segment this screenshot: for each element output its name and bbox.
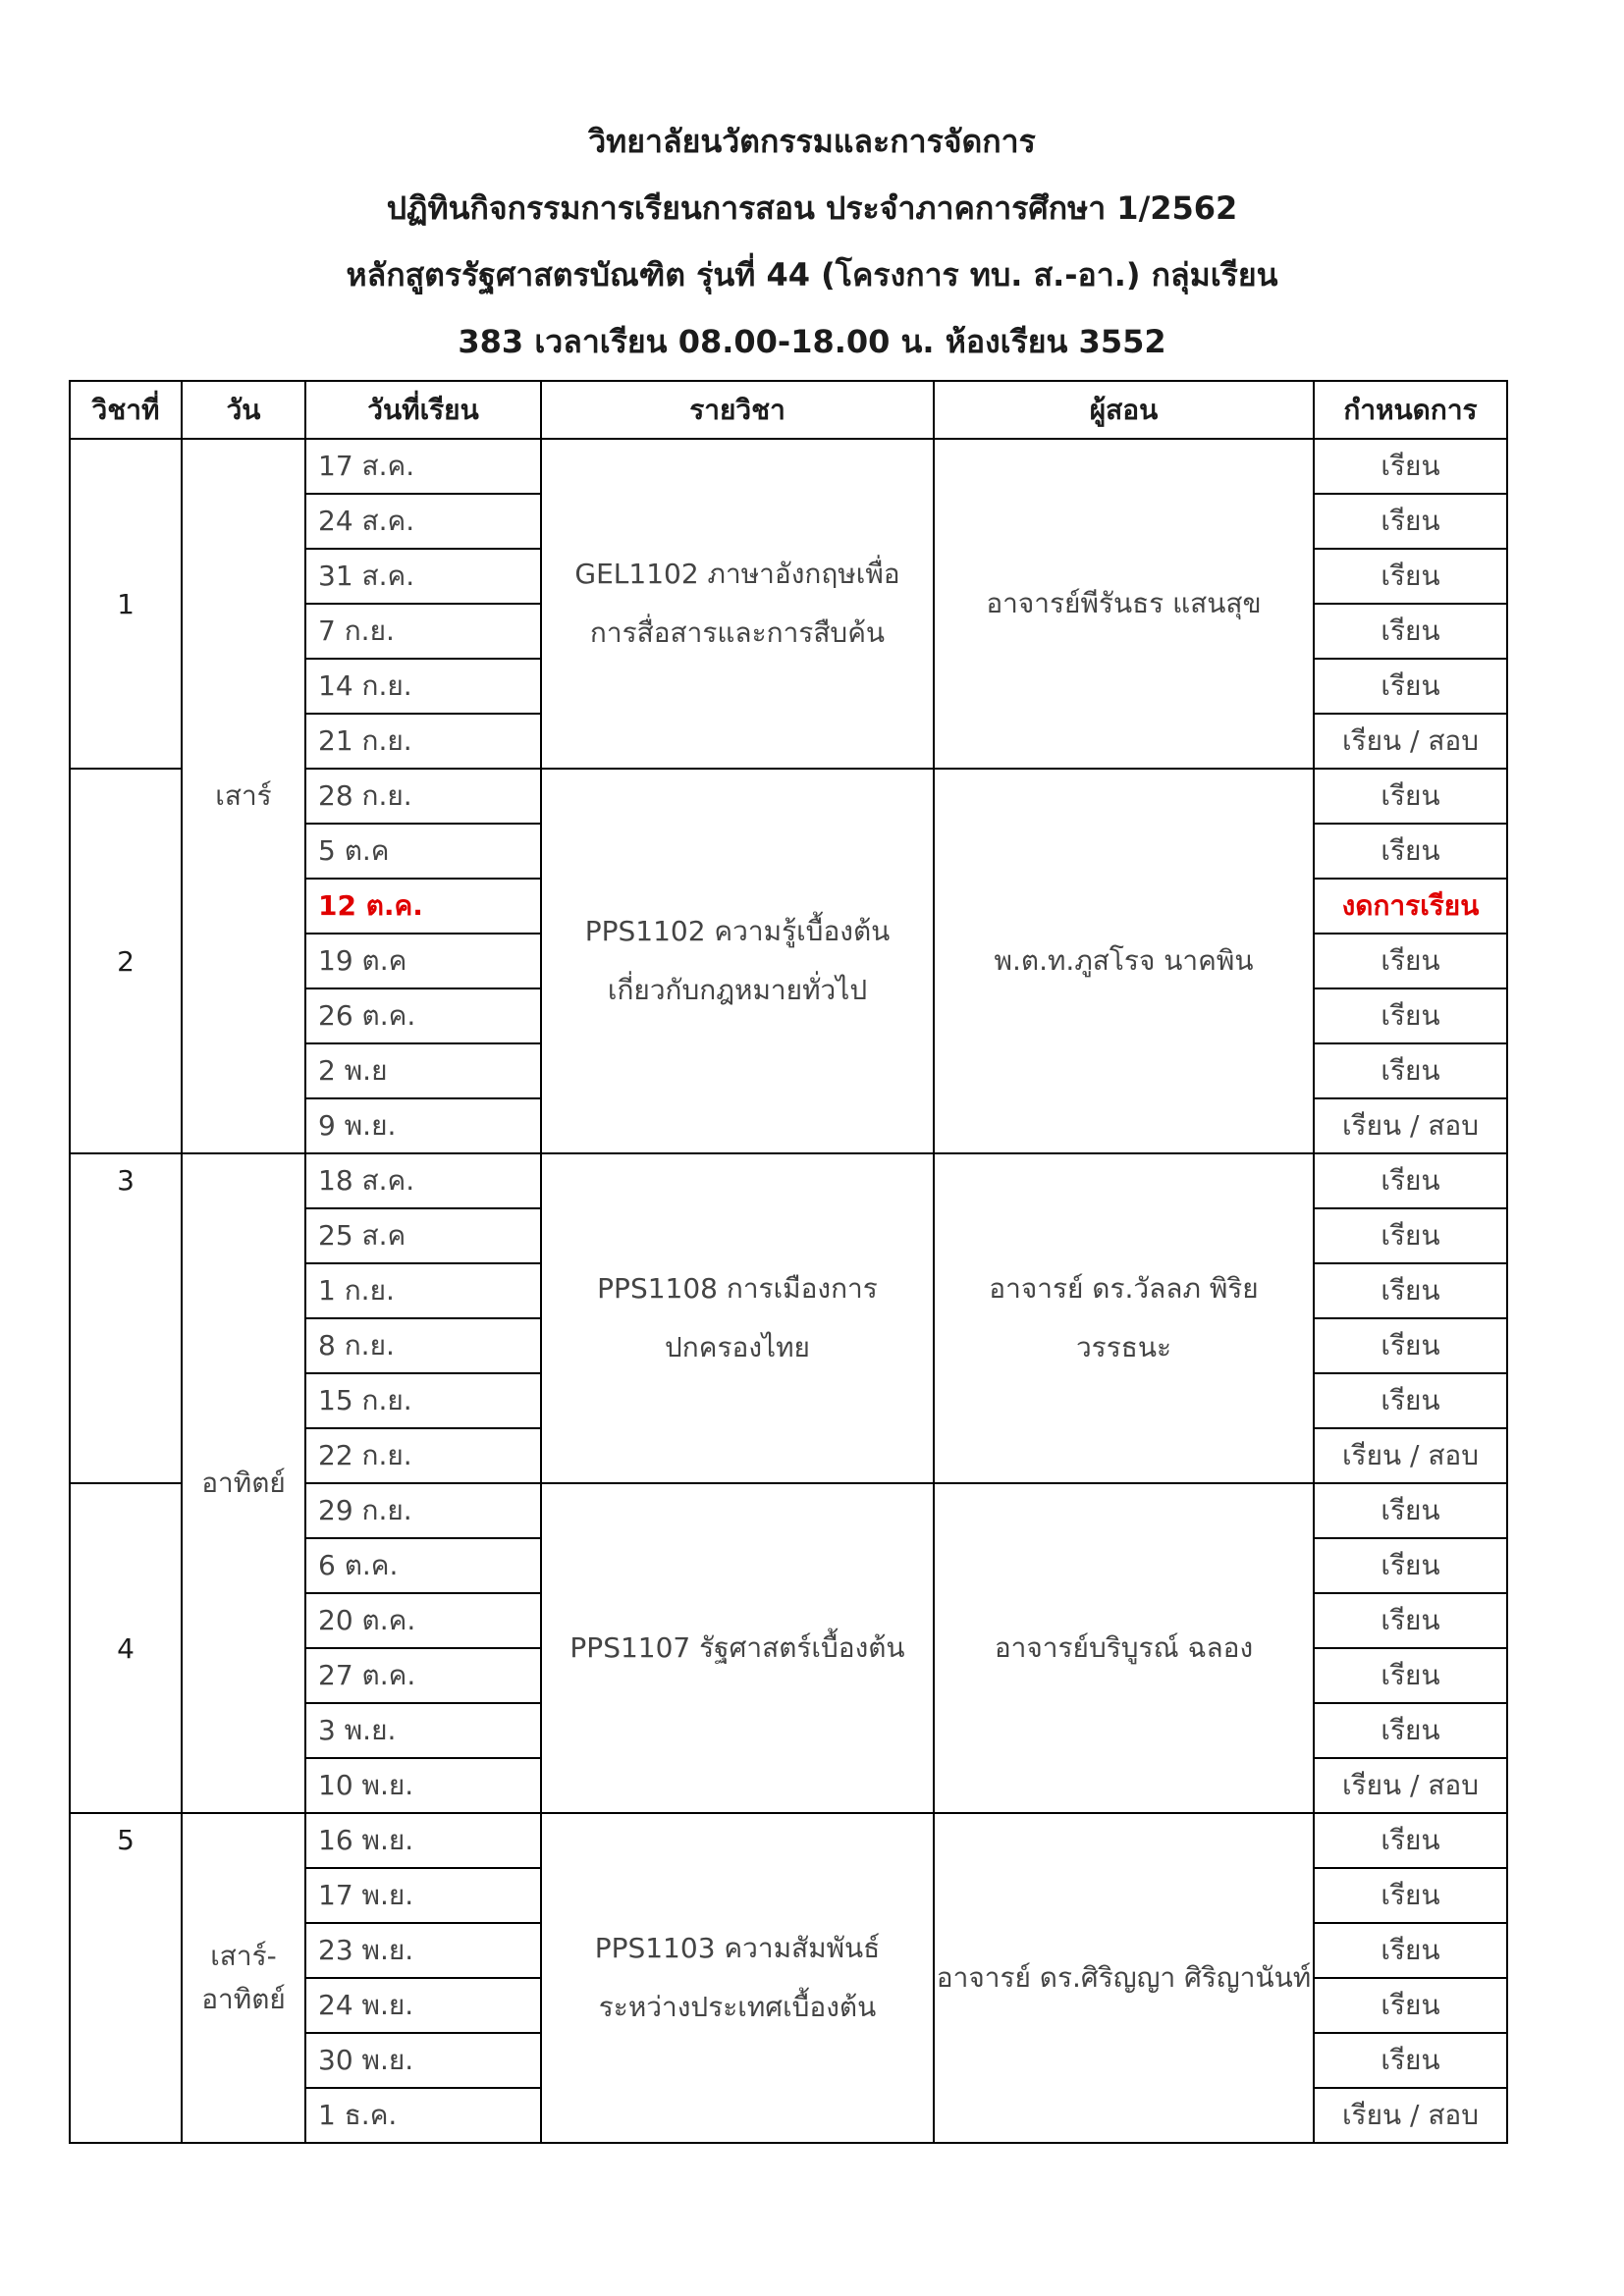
status-cell: เรียน: [1314, 769, 1507, 824]
date-cell: 14 ก.ย.: [305, 659, 541, 714]
course-number: 5: [70, 1813, 182, 2143]
course-number: 2: [70, 769, 182, 1153]
subject-line: PPS1108 การเมืองการ: [597, 1272, 878, 1305]
date-cell: 2 พ.ย: [305, 1043, 541, 1098]
teacher-line: อาจารย์ ดร.วัลลภ พิริย: [989, 1272, 1259, 1305]
date-cell: 9 พ.ย.: [305, 1098, 541, 1153]
date-cell: 27 ต.ค.: [305, 1648, 541, 1703]
subject-cell: [541, 1813, 934, 2143]
status-cell: เรียน: [1314, 659, 1507, 714]
status-cell: เรียน: [1314, 1373, 1507, 1428]
status-cell: เรียน: [1314, 1538, 1507, 1593]
status-cell: เรียน: [1314, 1043, 1507, 1098]
subject-line: การสื่อสารและการสืบค้น: [589, 616, 886, 649]
subject-line: เกี่ยวกับกฎหมายทั่วไป: [607, 974, 868, 1006]
table-header-row: [70, 381, 1507, 439]
day-cell: [182, 439, 305, 1153]
header-class-info: 383 เวลาเรียน 08.00-18.00 น. ห้องเรียน 3552: [458, 323, 1166, 360]
subject-cell: [541, 1153, 934, 1483]
date-cell: 23 พ.ย.: [305, 1923, 541, 1978]
status-cell: เรียน: [1314, 1978, 1507, 2033]
date-cell: 16 พ.ย.: [305, 1813, 541, 1868]
day-cell: [182, 1153, 305, 1813]
day-label: เสาร์: [215, 779, 272, 812]
status-cell: เรียน: [1314, 1263, 1507, 1318]
date-cell: 30 พ.ย.: [305, 2033, 541, 2088]
date-cell: 17 พ.ย.: [305, 1868, 541, 1923]
teacher-line: วรรธนะ: [1075, 1331, 1172, 1363]
teacher-cell: [934, 1153, 1314, 1483]
status-cell-cancelled: งดการเรียน: [1314, 879, 1507, 934]
table-row: [70, 1813, 1507, 1868]
date-cell: 17 ส.ค.: [305, 439, 541, 494]
date-cell: 18 ส.ค.: [305, 1153, 541, 1208]
status-cell: เรียน: [1314, 604, 1507, 659]
status-cell: เรียน: [1314, 1593, 1507, 1648]
teacher-cell: พ.ต.ท.ภูสโรจ นาคพิน: [934, 769, 1314, 1153]
status-cell: เรียน: [1314, 1868, 1507, 1923]
date-cell: 5 ต.ค: [305, 824, 541, 879]
subject-line: ระหว่างประเทศเบื้องต้น: [598, 1991, 877, 2023]
status-cell: เรียน / สอบ: [1314, 2088, 1507, 2143]
status-cell: เรียน: [1314, 1483, 1507, 1538]
date-cell-highlight: 12 ต.ค.: [305, 879, 541, 934]
date-cell: 21 ก.ย.: [305, 714, 541, 769]
col-header-course-no: วิชาที่: [70, 381, 182, 439]
date-cell: 7 ก.ย.: [305, 604, 541, 659]
subject-cell: [541, 439, 934, 769]
status-cell: เรียน: [1314, 988, 1507, 1043]
status-cell: เรียน: [1314, 934, 1507, 988]
status-cell: เรียน: [1314, 1208, 1507, 1263]
table-row: [70, 1153, 1507, 1208]
status-cell: เรียน: [1314, 494, 1507, 549]
col-header-day: วัน: [182, 381, 305, 439]
status-cell: เรียน: [1314, 1923, 1507, 1978]
status-cell: เรียน: [1314, 2033, 1507, 2088]
date-cell: 15 ก.ย.: [305, 1373, 541, 1428]
status-cell: เรียน: [1314, 439, 1507, 494]
teacher-cell: อาจารย์บริบูรณ์ ฉลอง: [934, 1483, 1314, 1813]
status-cell: เรียน: [1314, 1813, 1507, 1868]
status-cell: เรียน / สอบ: [1314, 1098, 1507, 1153]
date-cell: 22 ก.ย.: [305, 1428, 541, 1483]
col-header-teacher: ผู้สอน: [934, 381, 1314, 439]
date-cell: 1 ก.ย.: [305, 1263, 541, 1318]
status-cell: เรียน: [1314, 1703, 1507, 1758]
day-label: อาทิตย์: [201, 1983, 286, 2015]
subject-line: PPS1102 ความรู้เบื้องต้น: [584, 915, 891, 947]
col-header-subject: รายวิชา: [541, 381, 934, 439]
date-cell: 25 ส.ค: [305, 1208, 541, 1263]
status-cell: เรียน: [1314, 1648, 1507, 1703]
header-institution: วิทยาลัยนวัตกรรมและการจัดการ: [588, 123, 1036, 160]
status-cell: เรียน: [1314, 824, 1507, 879]
course-number: 1: [70, 439, 182, 769]
teacher-cell: อาจารย์ ดร.ศิริญญา ศิริญานันท์: [934, 1813, 1314, 2143]
subject-cell: PPS1107 รัฐศาสตร์เบื้องต้น: [541, 1483, 934, 1813]
course-number: 4: [70, 1483, 182, 1813]
schedule-table: [69, 380, 1508, 2144]
table-row: [70, 439, 1507, 494]
date-cell: 24 ส.ค.: [305, 494, 541, 549]
header-program: หลักสูตรรัฐศาสตรบัณฑิต รุ่นที่ 44 (โครงการ ทบ. ส.-อา.) กลุ่มเรียน: [346, 256, 1278, 294]
day-label: อาทิตย์: [201, 1467, 286, 1499]
date-cell: 28 ก.ย.: [305, 769, 541, 824]
date-cell: 24 พ.ย.: [305, 1978, 541, 2033]
date-cell: 31 ส.ค.: [305, 549, 541, 604]
status-cell: เรียน: [1314, 1153, 1507, 1208]
status-cell: เรียน: [1314, 549, 1507, 604]
subject-line: PPS1103 ความสัมพันธ์: [594, 1932, 881, 1964]
date-cell: 20 ต.ค.: [305, 1593, 541, 1648]
col-header-status: กำหนดการ: [1314, 381, 1507, 439]
course-number: 3: [70, 1153, 182, 1483]
date-cell: 29 ก.ย.: [305, 1483, 541, 1538]
status-cell: เรียน / สอบ: [1314, 1428, 1507, 1483]
date-cell: 10 พ.ย.: [305, 1758, 541, 1813]
subject-cell: [541, 769, 934, 1153]
status-cell: เรียน: [1314, 1318, 1507, 1373]
date-cell: 26 ต.ค.: [305, 988, 541, 1043]
day-cell: [182, 1813, 305, 2143]
date-cell: 8 ก.ย.: [305, 1318, 541, 1373]
day-label: เสาร์-: [210, 1940, 277, 1972]
date-cell: 1 ธ.ค.: [305, 2088, 541, 2143]
status-cell: เรียน / สอบ: [1314, 1758, 1507, 1813]
teacher-cell: อาจารย์พีรันธร แสนสุข: [934, 439, 1314, 769]
date-cell: 6 ต.ค.: [305, 1538, 541, 1593]
subject-line: ปกครองไทย: [665, 1331, 810, 1363]
header-calendar-title: ปฏิทินกิจกรรมการเรียนการสอน ประจำภาคการศึกษา 1/2562: [386, 189, 1238, 227]
subject-line: GEL1102 ภาษาอังกฤษเพื่อ: [574, 558, 900, 590]
status-cell: เรียน / สอบ: [1314, 714, 1507, 769]
date-cell: 19 ต.ค: [305, 934, 541, 988]
date-cell: 3 พ.ย.: [305, 1703, 541, 1758]
col-header-date: วันที่เรียน: [305, 381, 541, 439]
